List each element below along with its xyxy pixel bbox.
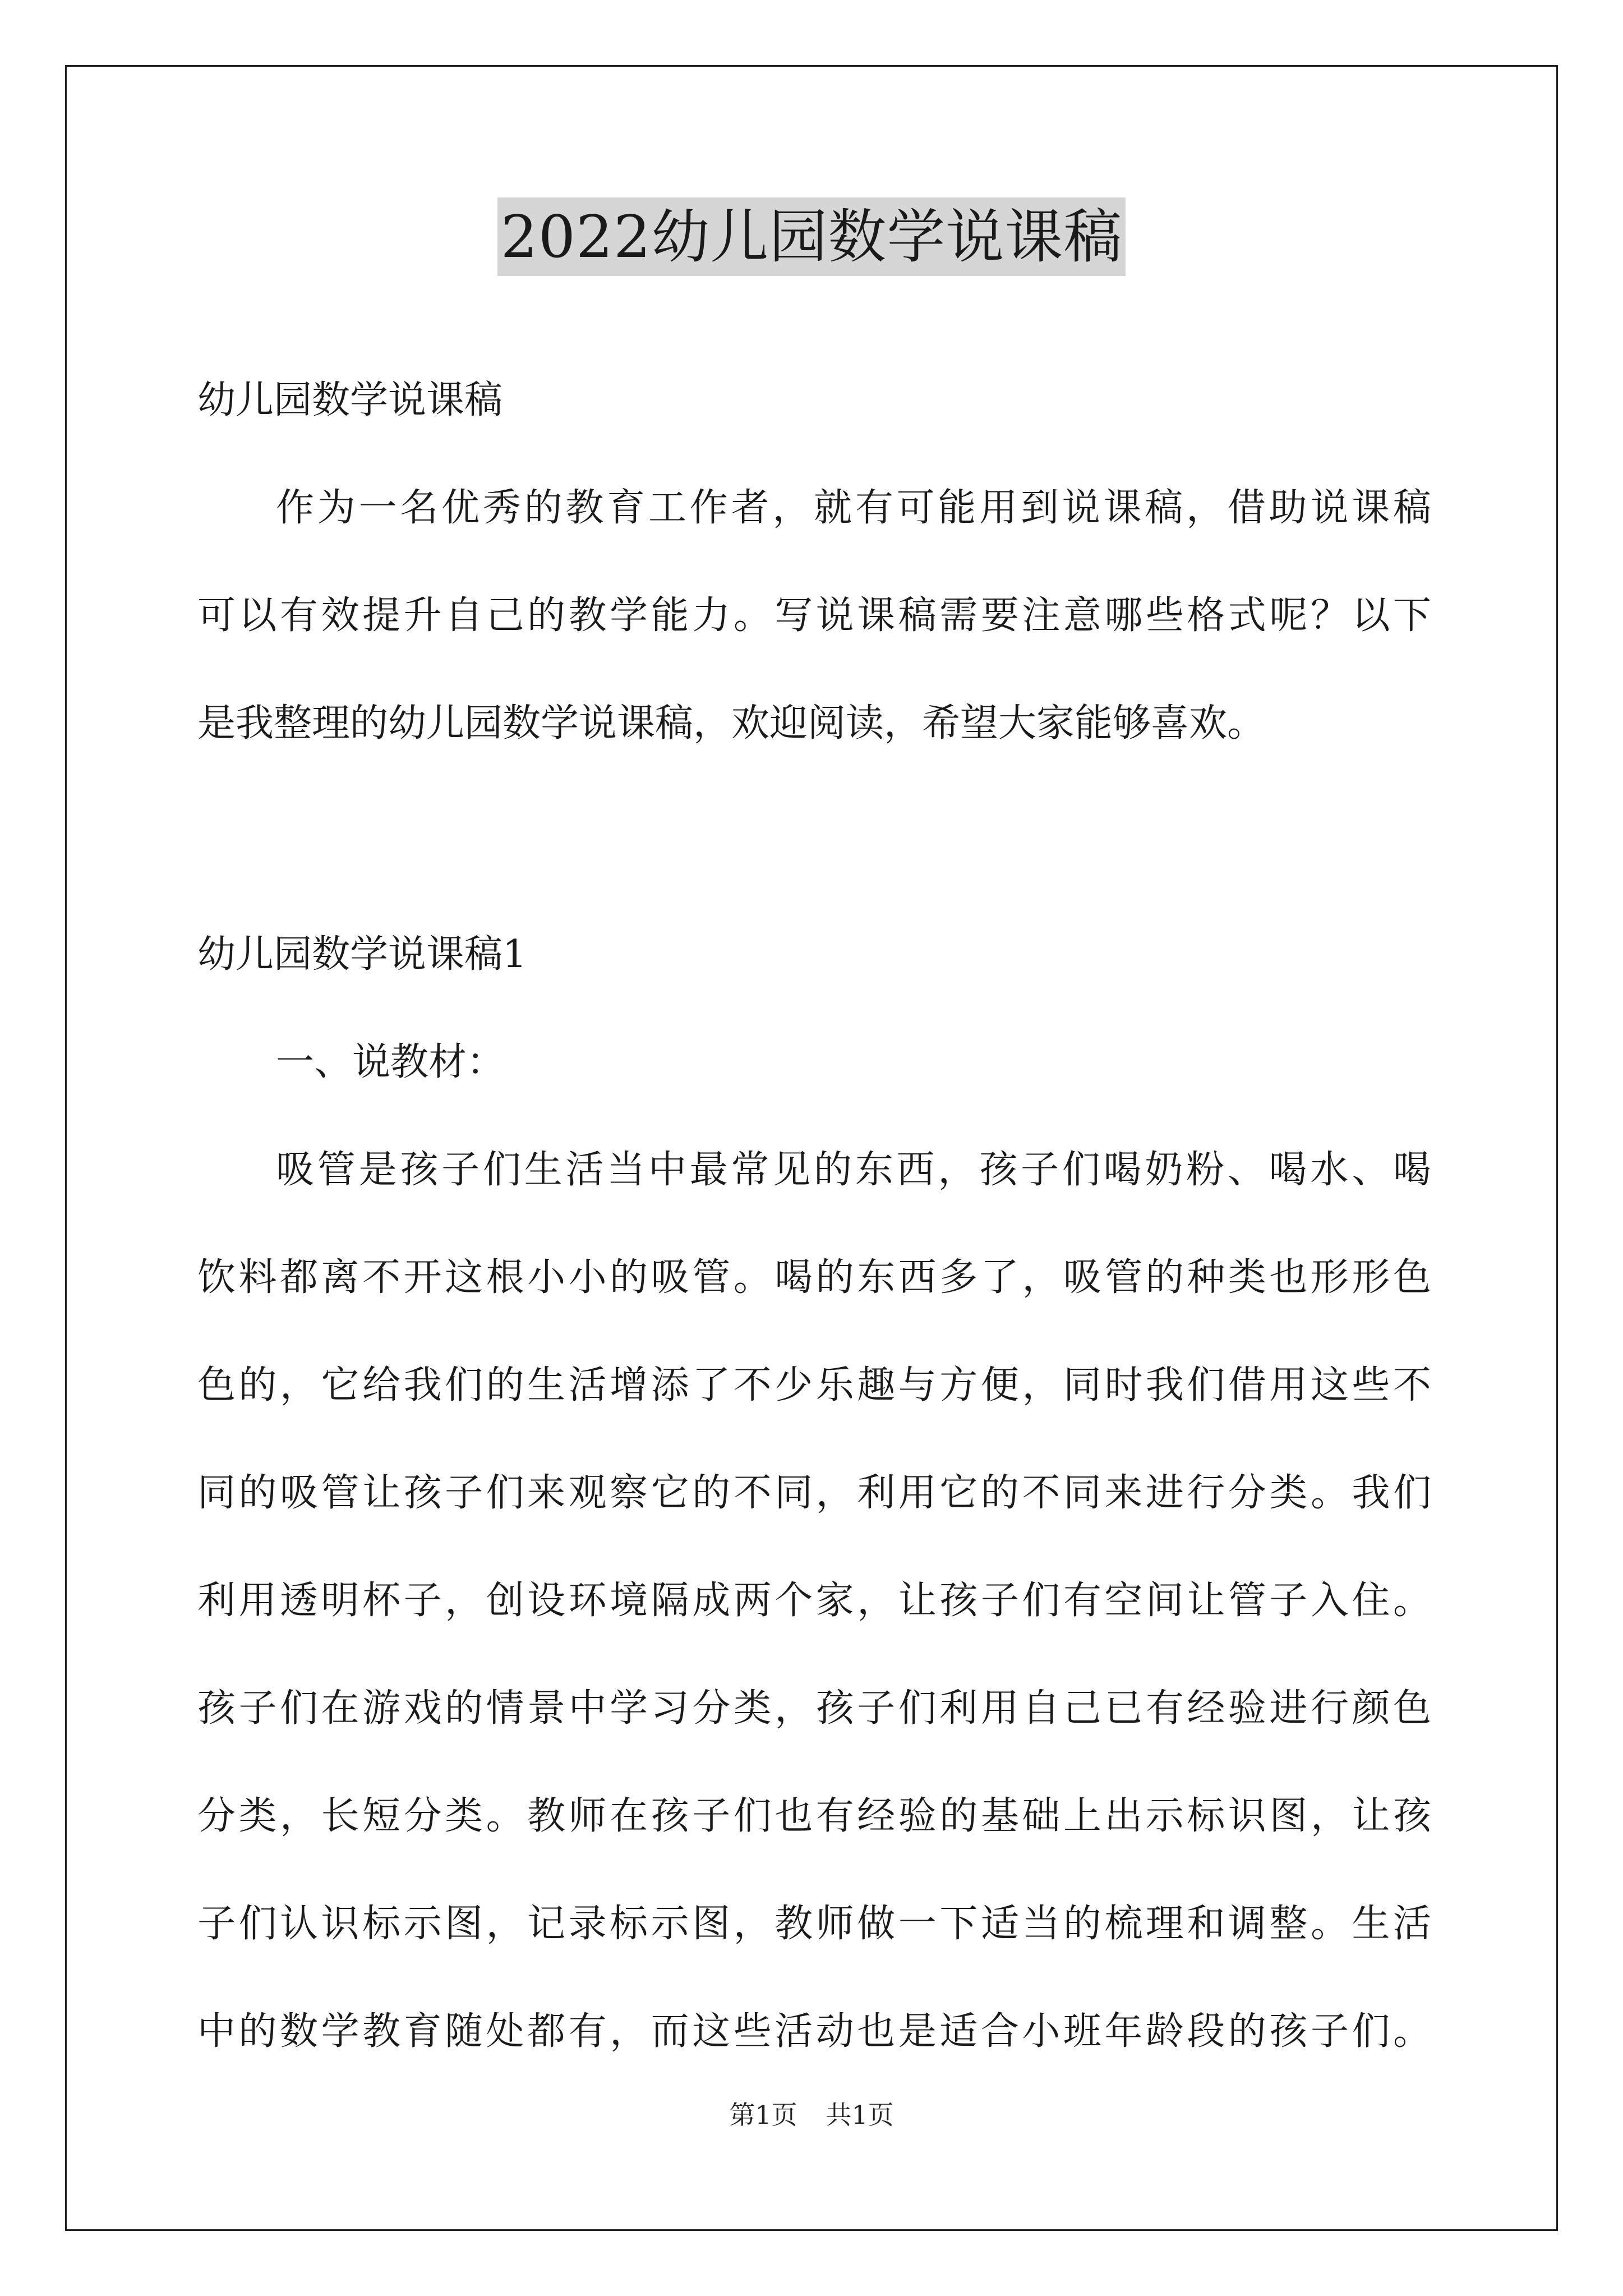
intro-line-2: 可以有效提升自己的教学能力。写说课稿需要注意哪些格式呢？以下: [197, 593, 1431, 638]
page-total: 共1页: [826, 2100, 894, 2130]
page-footer: [0, 2098, 1623, 2132]
intro-line-3: 是我整理的幼儿园数学说课稿，欢迎阅读，希望大家能够喜欢。: [197, 701, 1266, 746]
subtitle: 幼儿园数学说课稿: [197, 378, 503, 422]
body-line-6: 孩子们在游戏的情景中学习分类，孩子们利用自己已有经验进行颜色: [197, 1686, 1431, 1731]
body-line-7: 分类，长短分类。教师在孩子们也有经验的基础上出示标识图，让孩: [197, 1794, 1431, 1838]
body-line-9: 中的数学教育随处都有，而这些活动也是适合小班年龄段的孩子们。: [197, 2009, 1431, 2054]
body-line-8: 子们认识标示图，记录标示图，教师做一下适当的梳理和调整。生活: [197, 1902, 1431, 1946]
body-line-4: 同的吸管让孩子们来观察它的不同，利用它的不同来进行分类。我们: [197, 1471, 1431, 1515]
body-line-3: 色的，它给我们的生活增添了不少乐趣与方便，同时我们借用这些不: [197, 1363, 1431, 1407]
title-container: [0, 197, 1623, 276]
section-heading: 幼儿园数学说课稿1: [197, 932, 527, 977]
document-body: [197, 347, 1431, 2086]
section-gap: [197, 777, 1431, 901]
document-title: 2022幼儿园数学说课稿: [497, 197, 1126, 276]
intro-line-1: 作为一名优秀的教育工作者，就有可能用到说课稿，借助说课稿: [276, 486, 1431, 530]
subheading: 一、说教材：: [276, 1040, 505, 1084]
body-line-2: 饮料都离不开这根小小的吸管。喝的东西多了，吸管的种类也形形色: [197, 1255, 1431, 1300]
body-line-5: 利用透明杯子，创设环境隔成两个家，让孩子们有空间让管子入住。: [197, 1579, 1431, 1623]
body-line-1: 吸管是孩子们生活当中最常见的东西，孩子们喝奶粉、喝水、喝: [276, 1148, 1431, 1192]
page-number: 第1页: [729, 2100, 797, 2130]
